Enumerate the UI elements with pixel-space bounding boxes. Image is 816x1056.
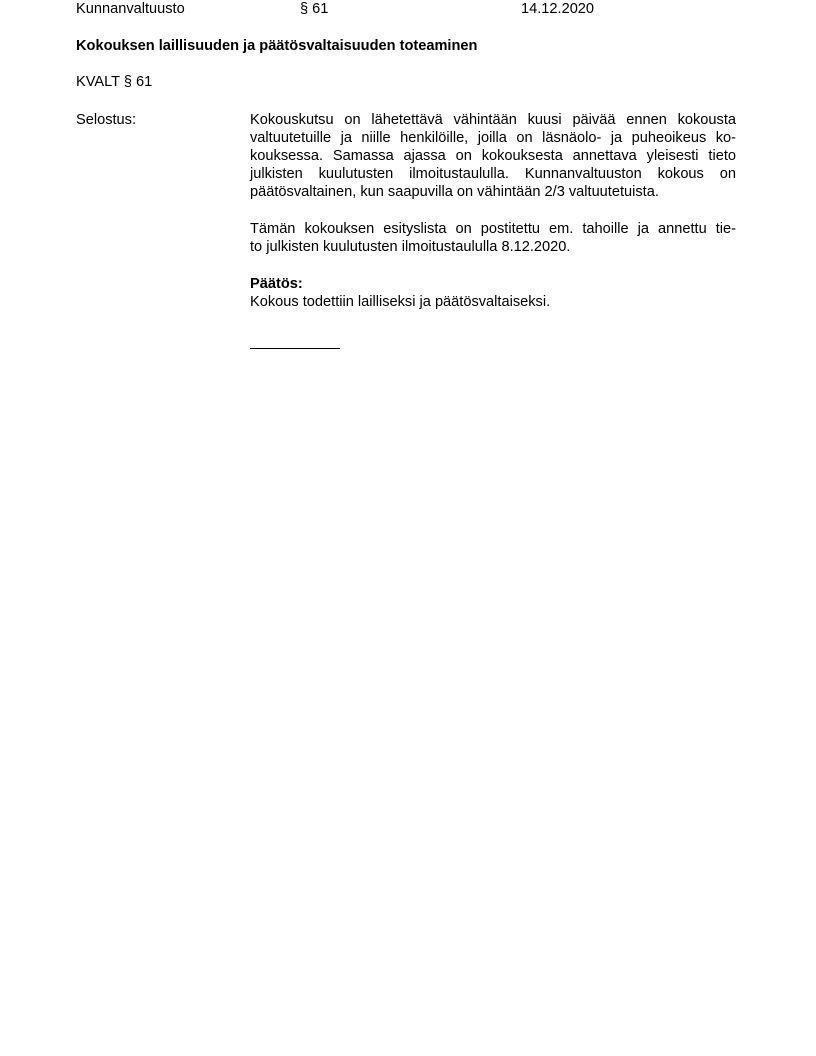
paragraph-2 (250, 220, 736, 256)
paragraph-1 (250, 111, 736, 201)
paragraph-1-line: julkisten kuulutusten ilmoitustaululla. Kunnanvaltuuston kokous on (250, 166, 736, 182)
header-date: 14.12.2020 (521, 1, 595, 17)
description-content (250, 111, 736, 311)
decision-heading: Päätös: (250, 276, 303, 292)
reference: KVALT § 61 (76, 74, 153, 90)
paragraph-2-line: Tämän kokouksen esityslista on postitettu em. tahoille ja annettu tie- (250, 221, 736, 237)
header-section: § 61 (300, 1, 329, 17)
decision (250, 275, 736, 311)
description-label: Selostus: (76, 112, 137, 128)
decision-text: Kokous todettiin lailliseksi ja päätösvaltaiseksi. (250, 294, 551, 310)
header-body-name: Kunnanvaltuusto (76, 1, 185, 17)
paragraph-1-line: valtuutetuille ja niille henkilöille, joilla on läsnäolo- ja puheoikeus ko- (250, 130, 736, 146)
closing-rule (250, 348, 340, 349)
paragraph-1-line: päätösvaltainen, kun saapuvilla on vähintään 2/3 valtuutetuista. (250, 184, 659, 200)
paragraph-1-line: kouksessa. Samassa ajassa on kokouksesta annettava yleisesti tieto (250, 148, 736, 164)
paragraph-2-line: to julkisten kuulutusten ilmoitustaululla 8.12.2020. (250, 239, 571, 255)
document-title: Kokouksen laillisuuden ja päätösvaltaisuuden toteaminen (76, 38, 478, 54)
paragraph-1-line: Kokouskutsu on lähetettävä vähintään kuusi päivää ennen kokousta (250, 112, 736, 128)
